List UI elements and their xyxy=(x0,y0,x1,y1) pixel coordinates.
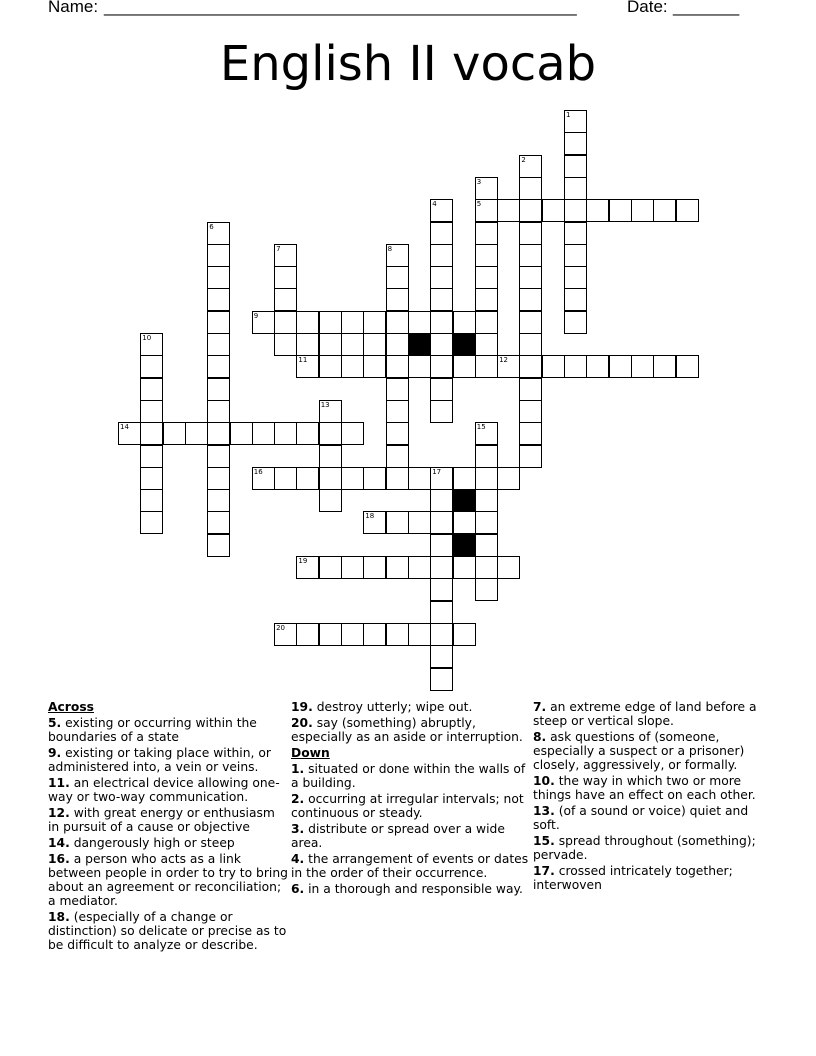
crossword-cell[interactable] xyxy=(363,467,386,490)
crossword-cell[interactable] xyxy=(341,355,364,378)
crossword-cell[interactable] xyxy=(319,467,342,490)
crossword-cell[interactable] xyxy=(475,534,498,557)
crossword-cell[interactable] xyxy=(341,422,364,445)
crossword-cell[interactable] xyxy=(631,355,654,378)
crossword-cell[interactable] xyxy=(453,511,476,534)
crossword-cell[interactable] xyxy=(207,266,230,289)
clue-number-11: 11 xyxy=(298,356,308,365)
down-clue-list xyxy=(291,762,531,896)
clue-number: 11. xyxy=(48,776,70,790)
clue-text: (especially of a change or distinction) so delicate or precise as to be difficult to analyze or describe. xyxy=(48,910,287,952)
crossword-cell[interactable] xyxy=(430,668,453,691)
crossword-cell[interactable] xyxy=(430,355,453,378)
across-clue xyxy=(48,836,288,850)
crossword-cell[interactable] xyxy=(207,400,230,423)
crossword-cell[interactable] xyxy=(386,378,409,401)
crossword-cell[interactable] xyxy=(430,578,453,601)
clue-text: in a thorough and responsible way. xyxy=(304,882,523,896)
clue-number: 19. xyxy=(291,700,313,714)
across-clue xyxy=(48,776,288,804)
clue-number-20: 20 xyxy=(276,623,286,632)
crossword-cell[interactable] xyxy=(319,489,342,512)
crossword-cell[interactable] xyxy=(430,601,453,624)
clue-number-5: 5 xyxy=(476,200,482,209)
crossword-cell[interactable] xyxy=(341,467,364,490)
crossword-cell[interactable] xyxy=(676,355,699,378)
crossword-cell[interactable] xyxy=(207,467,230,490)
crossword-cell[interactable] xyxy=(408,556,431,579)
crossword-cell[interactable] xyxy=(475,311,498,334)
clue-number-7: 7 xyxy=(276,244,281,253)
clue-text: an extreme edge of land before a steep or vertical slope. xyxy=(533,700,757,728)
clue-number-17: 17 xyxy=(432,467,442,476)
crossword-cell[interactable] xyxy=(319,623,342,646)
clue-number: 20. xyxy=(291,716,313,730)
across-clue xyxy=(291,716,531,744)
crossword-cell[interactable] xyxy=(497,556,520,579)
crossword-block-cell xyxy=(453,534,476,557)
crossword-cell[interactable] xyxy=(475,467,498,490)
crossword-cell[interactable] xyxy=(475,222,498,245)
crossword-cell[interactable] xyxy=(475,355,498,378)
down-clue xyxy=(291,822,531,850)
crossword-cell[interactable] xyxy=(475,489,498,512)
crossword-cell[interactable] xyxy=(341,311,364,334)
down-clue xyxy=(533,804,773,832)
across-clue-list-continued xyxy=(291,700,531,744)
crossword-cell[interactable] xyxy=(519,355,542,378)
name-label: Name: xyxy=(48,0,99,16)
clue-number: 15. xyxy=(533,834,555,848)
across-clue xyxy=(48,746,288,774)
clue-number: 7. xyxy=(533,700,547,714)
crossword-cell[interactable] xyxy=(408,623,431,646)
clue-text: distribute or spread over a wide area. xyxy=(291,822,505,850)
clue-number-12: 12 xyxy=(499,356,509,365)
crossword-cell[interactable] xyxy=(363,311,386,334)
clue-number-16: 16 xyxy=(253,467,263,476)
crossword-cell[interactable] xyxy=(430,489,453,512)
crossword-cell[interactable] xyxy=(475,333,498,356)
clue-number-18: 18 xyxy=(365,512,375,521)
crossword-cell[interactable] xyxy=(519,266,542,289)
crossword-cell[interactable] xyxy=(430,222,453,245)
crossword-cell[interactable] xyxy=(386,467,409,490)
crossword-cell[interactable] xyxy=(519,177,542,200)
crossword-cell[interactable] xyxy=(363,333,386,356)
crossword-cell[interactable] xyxy=(542,355,565,378)
crossword-cell[interactable] xyxy=(140,378,163,401)
crossword-cell[interactable] xyxy=(386,511,409,534)
crossword-block-cell xyxy=(453,333,476,356)
clue-number-13: 13 xyxy=(320,400,330,409)
clue-text: situated or done within the walls of a building. xyxy=(291,762,526,790)
clue-number-2: 2 xyxy=(521,155,526,164)
crossword-cell[interactable] xyxy=(207,288,230,311)
crossword-cell[interactable] xyxy=(586,355,609,378)
crossword-cell[interactable] xyxy=(319,333,342,356)
crossword-cell[interactable] xyxy=(274,333,297,356)
crossword-cell[interactable] xyxy=(519,199,542,222)
clue-text: existing or occurring within the boundaries of a state xyxy=(48,716,257,744)
down-clue xyxy=(533,700,773,728)
crossword-cell[interactable] xyxy=(475,445,498,468)
clue-number-3: 3 xyxy=(476,177,482,186)
clue-text: occurring at irregular intervals; not continuous or steady. xyxy=(291,792,524,820)
crossword-cell[interactable] xyxy=(408,467,431,490)
clue-text: destroy utterly; wipe out. xyxy=(312,700,473,714)
crossword-cell[interactable] xyxy=(230,422,253,445)
clue-number-15: 15 xyxy=(476,423,486,432)
clue-number: 3. xyxy=(291,822,305,836)
crossword-cell[interactable] xyxy=(519,445,542,468)
clue-number: 1. xyxy=(291,762,305,776)
crossword-cell[interactable] xyxy=(140,422,163,445)
crossword-cell[interactable] xyxy=(475,266,498,289)
across-clue xyxy=(48,716,288,744)
crossword-cell[interactable] xyxy=(564,311,587,334)
crossword-cell[interactable] xyxy=(564,177,587,200)
crossword-cell[interactable] xyxy=(519,222,542,245)
down-clue xyxy=(533,774,773,802)
crossword-cell[interactable] xyxy=(430,244,453,267)
crossword-cell[interactable] xyxy=(296,623,319,646)
clue-number: 9. xyxy=(48,746,62,760)
crossword-cell[interactable] xyxy=(408,311,431,334)
crossword-cell[interactable] xyxy=(363,556,386,579)
crossword-cell[interactable] xyxy=(274,311,297,334)
clue-text: crossed intricately together; interwoven xyxy=(533,864,733,892)
crossword-cell[interactable] xyxy=(519,400,542,423)
crossword-cell[interactable] xyxy=(319,422,342,445)
clue-number: 16. xyxy=(48,852,70,866)
crossword-cell[interactable] xyxy=(274,266,297,289)
clue-number: 8. xyxy=(533,730,547,744)
crossword-cell[interactable] xyxy=(386,333,409,356)
crossword-cell[interactable] xyxy=(185,422,208,445)
crossword-cell[interactable] xyxy=(586,199,609,222)
crossword-block-cell xyxy=(453,489,476,512)
crossword-cell[interactable] xyxy=(252,422,275,445)
crossword-cell[interactable] xyxy=(609,355,632,378)
across-clue xyxy=(291,700,531,714)
crossword-cell[interactable] xyxy=(296,311,319,334)
crossword-cell[interactable] xyxy=(363,623,386,646)
clues-column-1 xyxy=(48,700,288,954)
crossword-cell[interactable] xyxy=(207,378,230,401)
crossword-cell[interactable] xyxy=(341,556,364,579)
crossword-cell[interactable] xyxy=(631,199,654,222)
crossword-cell[interactable] xyxy=(497,199,520,222)
crossword-block-cell xyxy=(408,333,431,356)
clue-text: existing or taking place within, or administered into, a vein or veins. xyxy=(48,746,271,774)
clue-number: 6. xyxy=(291,882,305,896)
crossword-cell[interactable] xyxy=(475,511,498,534)
clue-text: say (something) abruptly, especially as an aside or interruption. xyxy=(291,716,523,744)
crossword-cell[interactable] xyxy=(676,199,699,222)
crossword-cell[interactable] xyxy=(564,266,587,289)
crossword-cell[interactable] xyxy=(140,467,163,490)
down-heading: Down xyxy=(291,746,330,760)
crossword-cell[interactable] xyxy=(430,311,453,334)
clue-number: 4. xyxy=(291,852,305,866)
crossword-cell[interactable] xyxy=(207,511,230,534)
across-clue xyxy=(48,852,288,908)
crossword-cell[interactable] xyxy=(207,534,230,557)
down-clue xyxy=(533,864,773,892)
crossword-cell[interactable] xyxy=(542,199,565,222)
crossword-cell[interactable] xyxy=(453,467,476,490)
clue-text: a person who acts as a link between people in order to try to bring about an agreement or reconciliation; a mediator. xyxy=(48,852,288,908)
crossword-cell[interactable] xyxy=(319,355,342,378)
crossword-cell[interactable] xyxy=(140,511,163,534)
crossword-cell[interactable] xyxy=(609,199,632,222)
crossword-cell[interactable] xyxy=(274,288,297,311)
crossword-cell[interactable] xyxy=(319,311,342,334)
crossword-cell[interactable] xyxy=(564,244,587,267)
down-clue xyxy=(291,762,531,790)
clue-number: 18. xyxy=(48,910,70,924)
clue-number: 14. xyxy=(48,836,70,850)
crossword-cell[interactable] xyxy=(386,400,409,423)
crossword-cell[interactable] xyxy=(386,311,409,334)
clue-text: an electrical device allowing one-way or two-way communication. xyxy=(48,776,280,804)
crossword-cell[interactable] xyxy=(386,288,409,311)
crossword-cell[interactable] xyxy=(453,355,476,378)
clue-number: 13. xyxy=(533,804,555,818)
crossword-cell[interactable] xyxy=(386,266,409,289)
down-clue-list-continued xyxy=(533,700,773,892)
clue-text: ask questions of (someone, especially a suspect or a prisoner) closely, aggressively, or formally. xyxy=(533,730,745,772)
crossword-cell[interactable] xyxy=(475,556,498,579)
crossword-cell[interactable] xyxy=(475,244,498,267)
crossword-cell[interactable] xyxy=(519,333,542,356)
crossword-cell[interactable] xyxy=(319,445,342,468)
clue-text: with great energy or enthusiasm in pursuit of a cause or objective xyxy=(48,806,275,834)
crossword-cell[interactable] xyxy=(207,311,230,334)
crossword-cell[interactable] xyxy=(296,467,319,490)
crossword-cell[interactable] xyxy=(430,266,453,289)
crossword-cell[interactable] xyxy=(430,378,453,401)
crossword-cell[interactable] xyxy=(564,288,587,311)
clue-number-9: 9 xyxy=(253,311,259,320)
date-blank[interactable]: _______ xyxy=(673,0,740,16)
name-blank[interactable]: __________________________________________________ xyxy=(104,0,577,16)
clue-number-1: 1 xyxy=(566,111,571,119)
crossword-cell[interactable] xyxy=(519,311,542,334)
clue-text: spread throughout (something); pervade. xyxy=(533,834,756,862)
across-heading: Across xyxy=(48,700,94,714)
crossword-cell[interactable] xyxy=(207,244,230,267)
crossword-cell[interactable] xyxy=(564,155,587,178)
clues-column-2 xyxy=(291,700,531,898)
crossword-cell[interactable] xyxy=(207,422,230,445)
clue-number: 2. xyxy=(291,792,305,806)
crossword-cell[interactable] xyxy=(430,288,453,311)
clue-number-14: 14 xyxy=(120,423,129,432)
crossword-cell[interactable] xyxy=(564,132,587,155)
crossword-cell[interactable] xyxy=(207,445,230,468)
crossword-cell[interactable] xyxy=(430,333,453,356)
crossword-cell[interactable] xyxy=(430,623,453,646)
crossword-cell[interactable] xyxy=(386,422,409,445)
clue-number-4: 4 xyxy=(432,200,437,209)
crossword-cell[interactable] xyxy=(430,645,453,668)
clue-number-10: 10 xyxy=(142,334,152,342)
crossword-cell[interactable] xyxy=(430,400,453,423)
crossword-cell[interactable] xyxy=(519,244,542,267)
down-clue xyxy=(533,730,773,772)
crossword-cell[interactable] xyxy=(274,467,297,490)
crossword-cell[interactable] xyxy=(207,489,230,512)
clue-number: 12. xyxy=(48,806,70,820)
clue-text: the way in which two or more things have an effect on each other. xyxy=(533,774,756,802)
clue-number: 17. xyxy=(533,864,555,878)
crossword-cell[interactable] xyxy=(207,333,230,356)
crossword-cell[interactable] xyxy=(341,623,364,646)
down-clue xyxy=(291,852,531,880)
crossword-cell[interactable] xyxy=(430,534,453,557)
crossword-cell[interactable] xyxy=(453,623,476,646)
crossword-cell[interactable] xyxy=(564,355,587,378)
clue-text: the arrangement of events or dates in the order of their occurrence. xyxy=(291,852,529,880)
crossword-cell[interactable] xyxy=(140,400,163,423)
crossword-cell[interactable] xyxy=(140,445,163,468)
crossword-cell[interactable] xyxy=(274,422,297,445)
crossword-cell[interactable] xyxy=(386,556,409,579)
crossword-cell[interactable] xyxy=(564,199,587,222)
crossword-cell[interactable] xyxy=(386,355,409,378)
page-title: English II vocab xyxy=(219,36,597,92)
crossword-cell[interactable] xyxy=(653,355,676,378)
date-label: Date: xyxy=(627,0,668,16)
crossword-cell[interactable] xyxy=(519,422,542,445)
across-clue-list xyxy=(48,716,288,952)
clue-number-8: 8 xyxy=(387,244,393,253)
crossword-cell[interactable] xyxy=(475,288,498,311)
crossword-cell[interactable] xyxy=(453,311,476,334)
crossword-cell[interactable] xyxy=(564,222,587,245)
crossword-cell[interactable] xyxy=(163,422,186,445)
crossword-cell[interactable] xyxy=(408,511,431,534)
crossword-cell[interactable] xyxy=(207,355,230,378)
crossword-cell[interactable] xyxy=(140,355,163,378)
crossword-cell[interactable] xyxy=(519,288,542,311)
crossword-cell[interactable] xyxy=(341,333,364,356)
crossword-cell[interactable] xyxy=(363,355,386,378)
crossword-cell[interactable] xyxy=(386,623,409,646)
clue-number: 5. xyxy=(48,716,62,730)
crossword-cell[interactable] xyxy=(296,333,319,356)
crossword-cell[interactable] xyxy=(430,511,453,534)
clue-text: dangerously high or steep xyxy=(69,836,235,850)
crossword-cell[interactable] xyxy=(140,489,163,512)
crossword-cell[interactable] xyxy=(386,445,409,468)
crossword-cell[interactable] xyxy=(430,556,453,579)
clue-text: (of a sound or voice) quiet and soft. xyxy=(533,804,749,832)
crossword-cell[interactable] xyxy=(453,556,476,579)
crossword-cell[interactable] xyxy=(475,578,498,601)
down-clue xyxy=(291,882,531,896)
clue-number-19: 19 xyxy=(298,557,308,565)
across-clue xyxy=(48,910,288,952)
crossword-cell[interactable] xyxy=(519,378,542,401)
clues-column-3 xyxy=(533,700,773,894)
crossword-cell[interactable] xyxy=(408,355,431,378)
across-clue xyxy=(48,806,288,834)
down-clue xyxy=(291,792,531,820)
crossword-cell[interactable] xyxy=(497,467,520,490)
down-clue xyxy=(533,834,773,862)
crossword-cell[interactable] xyxy=(296,422,319,445)
clue-number: 10. xyxy=(533,774,555,788)
crossword-cell[interactable] xyxy=(653,199,676,222)
clue-number-6: 6 xyxy=(209,222,214,231)
crossword-cell[interactable] xyxy=(319,556,342,579)
